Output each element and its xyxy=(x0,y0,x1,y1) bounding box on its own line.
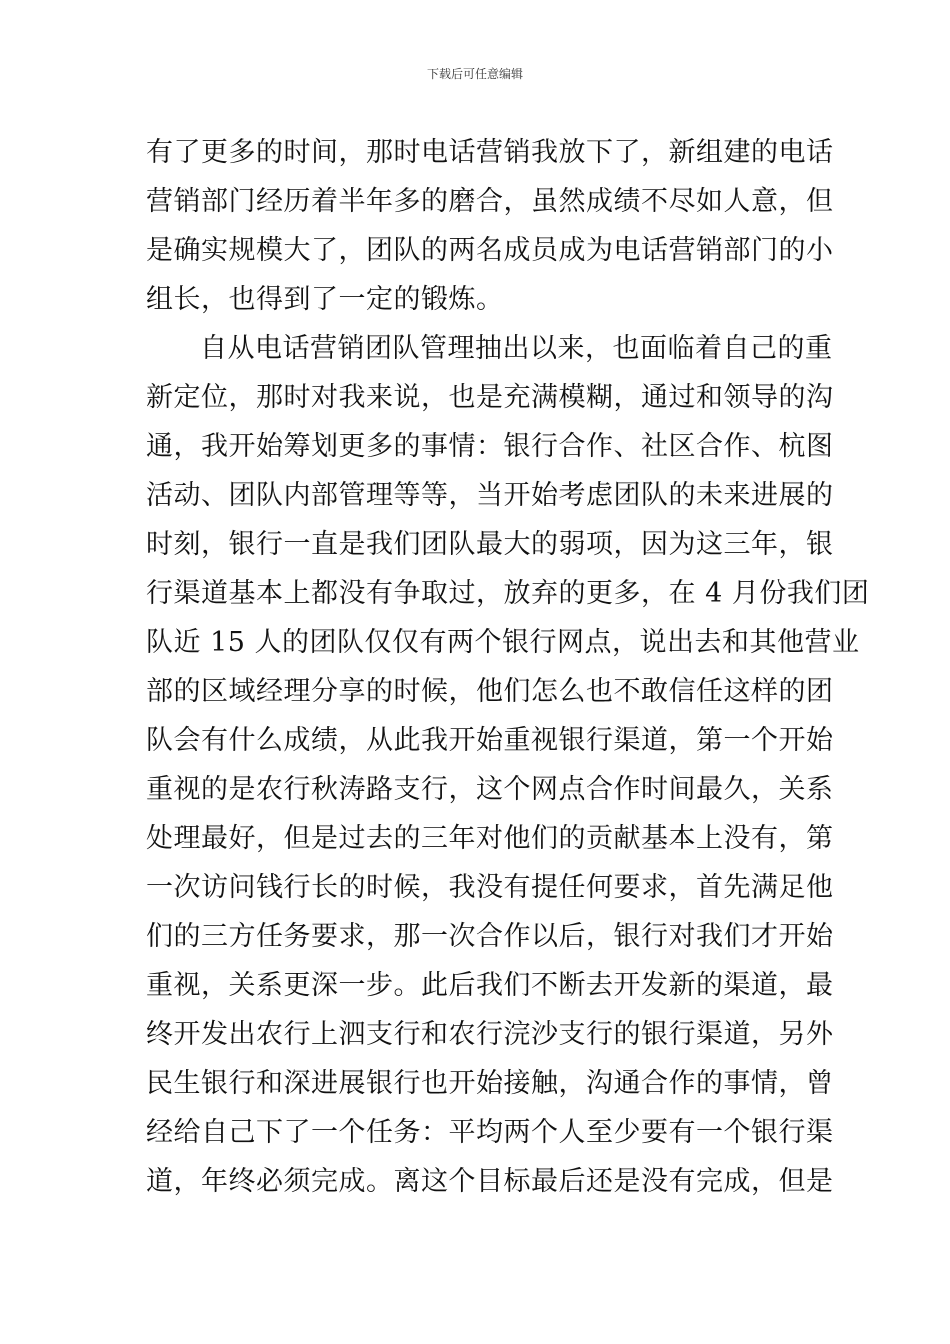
text-line: 新定位，那时对我来说，也是充满模糊，通过和领导的沟 xyxy=(146,382,834,413)
text-line: 重视，关系更深一步。此后我们不断去开发新的渠道，最 xyxy=(146,970,834,1001)
text-line: 行渠道基本上都没有争取过，放弃的更多，在 4 月份我们团 xyxy=(146,578,870,609)
text-line: 活动、团队内部管理等等，当开始考虑团队的未来进展的 xyxy=(146,480,834,511)
text-line: 组长，也得到了一定的锻炼。 xyxy=(146,284,504,315)
text-line: 重视的是农行秋涛路支行，这个网点合作时间最久，关系 xyxy=(146,774,834,805)
document-body xyxy=(146,128,870,1206)
text-line: 部的区域经理分享的时候，他们怎么也不敢信任这样的团 xyxy=(146,676,834,707)
text-line: 处理最好，但是过去的三年对他们的贡献基本上没有，第 xyxy=(146,823,834,854)
text-line: 通，我开始筹划更多的事情：银行合作、社区合作、杭图 xyxy=(146,431,834,462)
text-line: 一次访问钱行长的时候，我没有提任何要求，首先满足他 xyxy=(146,872,834,903)
text-line: 们的三方任务要求，那一次合作以后，银行对我们才开始 xyxy=(146,921,834,952)
text-line: 自从电话营销团队管理抽出以来，也面临着自己的重 xyxy=(200,333,833,364)
text-line: 终开发出农行上泗支行和农行浣沙支行的银行渠道，另外 xyxy=(146,1019,834,1050)
text-line: 是确实规模大了，团队的两名成员成为电话营销部门的小 xyxy=(146,235,834,266)
page-header: 下载后可任意编辑 xyxy=(426,67,523,81)
text-line: 时刻，银行一直是我们团队最大的弱项，因为这三年，银 xyxy=(146,529,834,560)
text-line: 经给自己下了一个任务：平均两个人至少要有一个银行渠 xyxy=(146,1117,834,1148)
text-line: 道，年终必须完成。离这个目标最后还是没有完成，但是 xyxy=(146,1166,834,1197)
text-line: 有了更多的时间，那时电话营销我放下了，新组建的电话 xyxy=(146,137,834,168)
text-line: 队近 15 人的团队仅仅有两个银行网点，说出去和其他营业 xyxy=(146,627,860,658)
text-line: 营销部门经历着半年多的磨合，虽然成绩不尽如人意，但 xyxy=(146,186,834,217)
text-line: 队会有什么成绩，从此我开始重视银行渠道，第一个开始 xyxy=(146,725,834,756)
text-line: 民生银行和深进展银行也开始接触，沟通合作的事情，曾 xyxy=(146,1068,834,1099)
